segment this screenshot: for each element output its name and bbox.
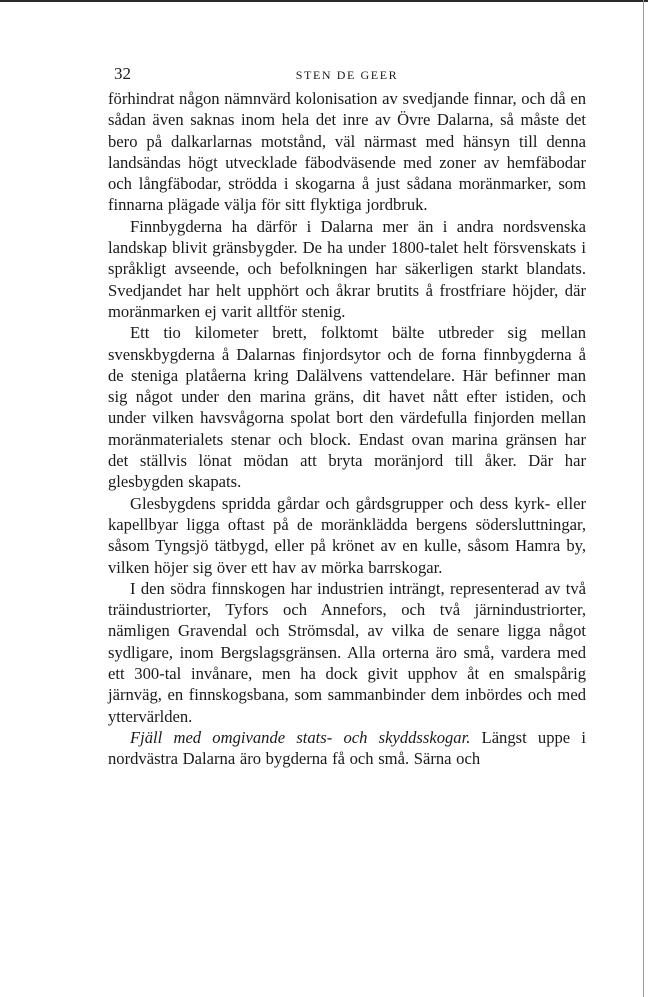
page-number: 32 xyxy=(114,64,131,83)
paragraph-text: Glesbygdens spridda gårdar och gårdsgrupper och dess kyrk- eller kapellbyar ligga oftast på de moränklädda bergens södersluttningar, såsom Tyngsjö tätbygd, eller på krönet av en kulle, såsom Hamra by, vilken höjer sig över ett hav av mörka barrskogar. xyxy=(108,493,586,577)
paragraph-finnbygderna xyxy=(108,216,586,322)
paragraph-text: förhindrat någon nämnvärd kolonisation av svedjande finnar, och då en sådan även saknas inom hela det inre av Övre Dalarna, så måste det bero på dalkarlarnas motstånd, väl närmast med hänsyn till denna landsändas högt utvecklade fäbodväsende med zoner av hemfäbodar och långfäbodar, strödda i skogarna å just sådana moränmarker, som finnarna plägade välja för sitt flyktiga jordbruk. xyxy=(108,89,586,215)
paragraph-glesbygdens xyxy=(108,493,586,578)
right-edge-rule xyxy=(643,0,644,997)
top-edge-rule xyxy=(0,0,648,2)
section-lead-italic: Fjäll med omgivande stats- och skyddsskogar. xyxy=(130,727,471,747)
paragraph-industrien xyxy=(108,578,586,727)
paragraph-text: I den södra finnskogen har industrien inträngt, representerad av två träindustriorter, Tyfors och Annefors, och två järnindustriorter, nämligen Gravendal och Strömsdal, av vilka de senare ligga något sydligare, inom Bergslagsgränsen. Alla orterna äro små, vardera med ett 300-tal invånare, men ha dock givit upphov åt en smalspårig järnväg, en finnskogsbana, som sammanbinder dem inbördes och med yttervärlden. xyxy=(108,578,586,726)
paragraph-folktomt-balte xyxy=(108,322,586,492)
paragraph-text: Finnbygderna ha därför i Dalarna mer än i andra nordsvenska landskap blivit gränsbygder. De ha under 1800-talet helt försvenskats i språkligt avseende, och befolkningen har säkerligen starkt blandats. Svedjandet har helt upphört och åkrar brutits å frostfriare höjder, där moränmarken ej varit alltför stenig. xyxy=(108,216,586,321)
paragraph-fjall xyxy=(108,727,586,770)
running-title: STEN DE GEER xyxy=(295,68,399,82)
body-text xyxy=(108,88,586,770)
paragraph-text: Längst uppe i nordvästra Dalarna äro bygderna få och små. Särna och xyxy=(108,727,586,769)
paragraph-text: Ett tio kilometer brett, folktomt bälte utbreder sig mellan svenskbygderna å Dalarnas finjordsytor och de forna finnbygderna å de steniga platåerna kring Dalälvens vattendelare. Här befinner man sig något under den marina gräns, dit havet nått efter istiden, och under vilken havsvågorna spolat bort den värdefulla finjorden mellan moränmaterialets stenar och block. Endast ovan marina gränsen har det ställvis lönat mödan att bryta moränjord till åker. Där har glesbygden skapats. xyxy=(108,323,586,492)
book-page xyxy=(108,60,586,770)
paragraph-continuation xyxy=(108,88,586,216)
running-head xyxy=(108,60,586,88)
